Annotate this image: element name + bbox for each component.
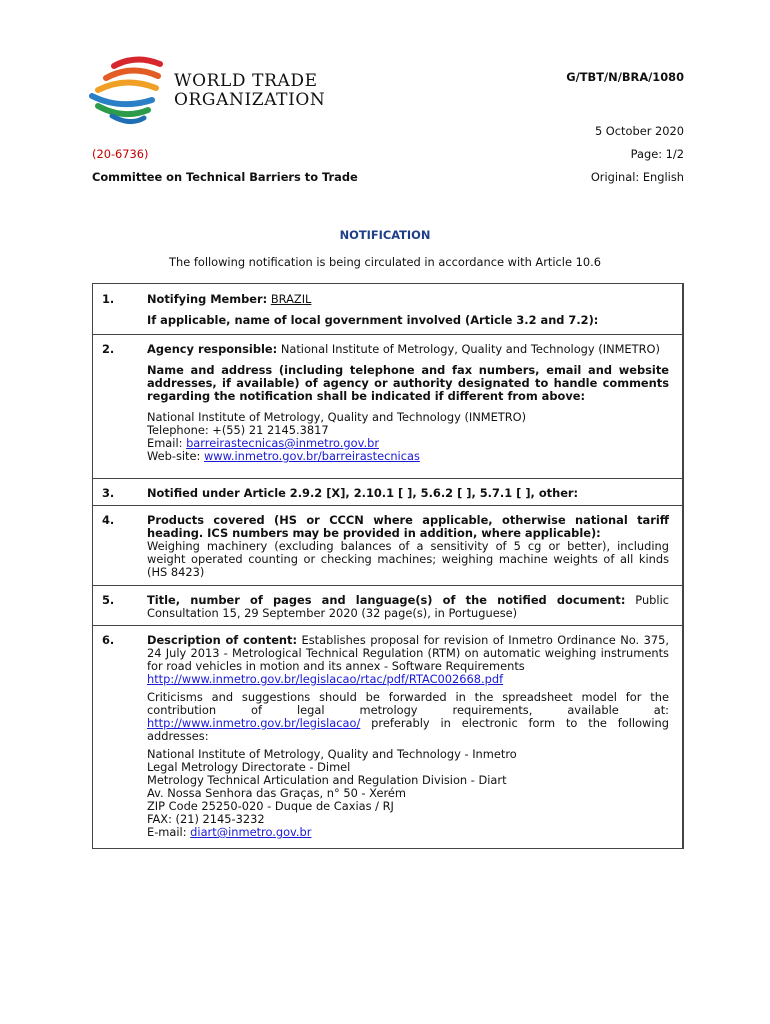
item-number: 5. <box>102 593 115 607</box>
agency-name: National Institute of Metrology, Quality and Technology (INMETRO) <box>280 342 660 356</box>
wto-logo-icon <box>84 56 166 126</box>
original-language: Original: English <box>590 170 684 184</box>
item-number: 6. <box>102 633 115 647</box>
agency-address: National Institute of Metrology, Quality and Technology (INMETRO) <box>147 410 527 424</box>
contact-address-line: Av. Nossa Senhora das Graças, n° 50 - Xerém <box>147 786 407 800</box>
description-label: Description of content: <box>147 633 298 647</box>
legislacao-link[interactable]: http://www.inmetro.gov.br/legislacao/ <box>147 716 361 730</box>
description-text: Establishes proposal for revision of Inmetro Ordinance No. 375, 24 July 2013 - Metrological Technical Regulation (RTM) on automatic weighing instruments for road vehicles in motion and its annex - Software Requirements <box>147 633 669 673</box>
contact-fax: FAX: (21) 2145-3232 <box>147 812 265 826</box>
item-number: 1. <box>102 292 115 306</box>
contact-address-line: ZIP Code 25250-020 - Duque de Caxias / RJ <box>147 799 394 813</box>
email-label: Email: <box>147 436 187 450</box>
criticisms-text: Criticisms and suggestions should be forwarded in the spreadsheet model for the contribution of legal metrology requirements, available at: <box>147 690 669 717</box>
wto-logo <box>84 56 334 126</box>
contact-address-line: Metrology Technical Articulation and Regulation Division - Diart <box>147 773 507 787</box>
item-content <box>147 343 669 463</box>
item-content <box>147 293 669 327</box>
document-date: 5 October 2020 <box>594 124 684 138</box>
table-row-1 <box>93 284 682 334</box>
products-label: Products covered (HS or CCCN where applicable, otherwise national tariff heading. ICS numbers may be provided in addition, where applicable): <box>147 513 669 540</box>
page-number: Page: 1/2 <box>630 147 684 161</box>
contact-address-line: Legal Metrology Directorate - Dimel <box>147 760 351 774</box>
notified-under-article: Notified under Article 2.9.2 [X], 2.10.1 [ ], 5.6.2 [ ], 5.7.1 [ ], other: <box>147 486 579 500</box>
notification-table <box>92 283 684 849</box>
item-number: 4. <box>102 513 115 527</box>
contact-address-line: National Institute of Metrology, Quality and Technology - Inmetro <box>147 747 517 761</box>
address-label: Name and address (including telephone and fax numbers, email and website addresses, if available) of agency or authority designated to handle comments regarding the notification shall be indicated if different from above: <box>147 363 669 403</box>
local-government-label: If applicable, name of local government involved (Article 3.2 and 7.2): <box>147 313 599 327</box>
title-label: Title, number of pages and language(s) of the notified document: <box>147 593 626 607</box>
website-label: Web-site: <box>147 449 204 463</box>
table-row-2 <box>93 334 682 479</box>
item-number: 3. <box>102 486 115 500</box>
agency-phone: Telephone: +(55) 21 2145.3817 <box>147 423 329 437</box>
item-label: Agency responsible: <box>147 342 278 356</box>
rtac-pdf-link[interactable]: http://www.inmetro.gov.br/legislacao/rtac/pdf/RTAC002668.pdf <box>147 672 504 686</box>
agency-email-link[interactable]: barreirastecnicas@inmetro.gov.br <box>186 436 380 450</box>
item-number: 2. <box>102 342 115 356</box>
committee-name: Committee on Technical Barriers to Trade <box>92 170 358 184</box>
document-title: Public Consultation 15, 29 September 2020 (32 page(s), in Portuguese) <box>147 593 669 620</box>
item-content <box>147 514 669 579</box>
reference-number: (20-6736) <box>92 147 149 161</box>
table-row-5 <box>93 585 682 626</box>
agency-website-link[interactable]: www.inmetro.gov.br/barreirastecnicas <box>203 449 420 463</box>
email-label: E-mail: <box>147 825 191 839</box>
notifying-member: BRAZIL <box>270 292 312 306</box>
item-content <box>147 634 669 839</box>
document-symbol: G/TBT/N/BRA/1080 <box>566 70 684 84</box>
item-label: Notifying Member: <box>147 292 268 306</box>
org-name <box>174 72 325 110</box>
org-name-line1: WORLD TRADE <box>174 71 318 91</box>
table-row-4 <box>93 505 682 586</box>
notification-intro: The following notification is being circulated in accordance with Article 10.6 <box>169 255 601 269</box>
org-name-line2: ORGANIZATION <box>174 90 326 110</box>
diart-email-link[interactable]: diart@inmetro.gov.br <box>190 825 312 839</box>
criticisms-tail: preferably in electronic form to the following addresses: <box>147 716 669 743</box>
table-row-3 <box>93 478 682 506</box>
item-content <box>147 594 669 620</box>
table-row-6 <box>93 625 682 849</box>
products-covered: Weighing machinery (excluding balances of a sensitivity of 5 cg or better), including weight operated counting or checking machines; weighing machine weights of all kinds (HS 8423) <box>147 539 669 579</box>
notification-title: NOTIFICATION <box>339 228 431 242</box>
